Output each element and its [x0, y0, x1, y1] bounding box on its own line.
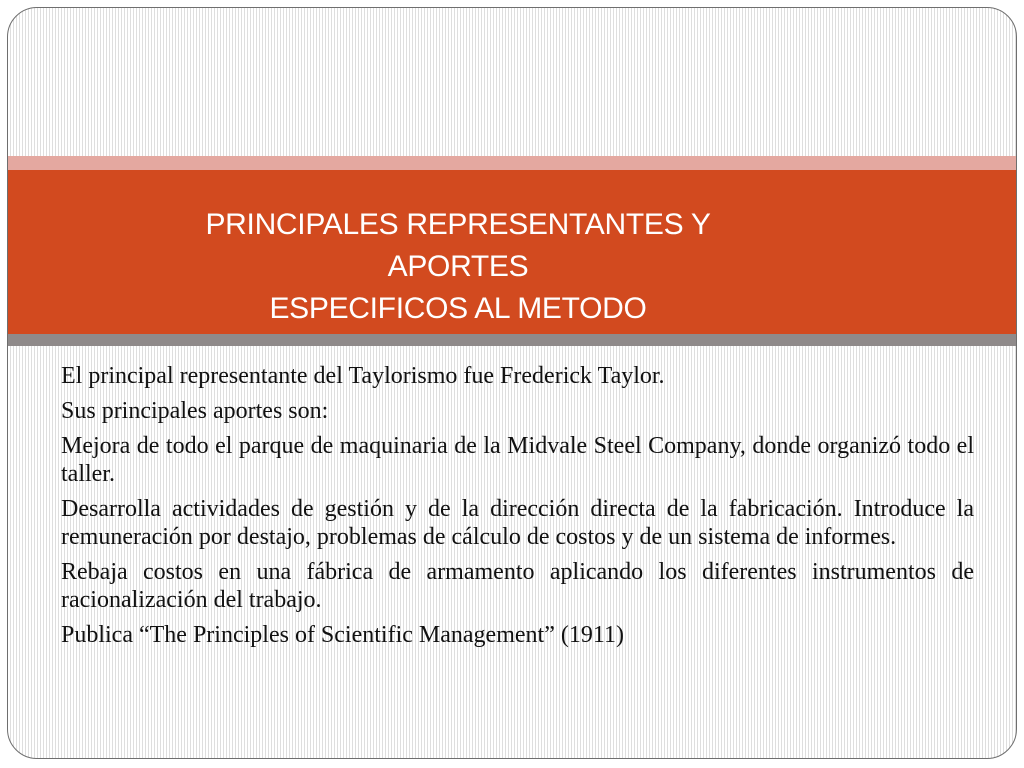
- slide-title-line-1: PRINCIPALES REPRESENTANTES Y APORTES: [205, 208, 711, 283]
- body-paragraph-6: Publica “The Principles of Scientific Management” (1911): [61, 622, 624, 648]
- body-paragraph-2: Sus principales aportes son:: [61, 398, 329, 424]
- slide-body: [61, 362, 974, 656]
- slide: [7, 7, 1017, 759]
- title-band-top-stripe: [8, 156, 1016, 170]
- slide-title-line-2: ESPECIFICOS AL METODO: [269, 292, 647, 325]
- body-paragraph-5: Rebaja costos en una fábrica de armamento aplicando los diferentes instrumentos de racionalización del trabajo.: [61, 559, 974, 613]
- body-paragraph-4: Desarrolla actividades de gestión y de la dirección directa de la fabricación. Introduce la remuneración por destajo, problemas de cálculo de costos y de un sistema de informes.: [61, 496, 974, 550]
- title-band-bottom-stripe: [8, 334, 1016, 346]
- body-paragraph-3: Mejora de todo el parque de maquinaria de la Midvale Steel Company, donde organizó todo el taller.: [61, 433, 974, 487]
- body-paragraph-1: El principal representante del Taylorismo fue Frederick Taylor.: [61, 363, 665, 389]
- slide-title: [148, 204, 768, 330]
